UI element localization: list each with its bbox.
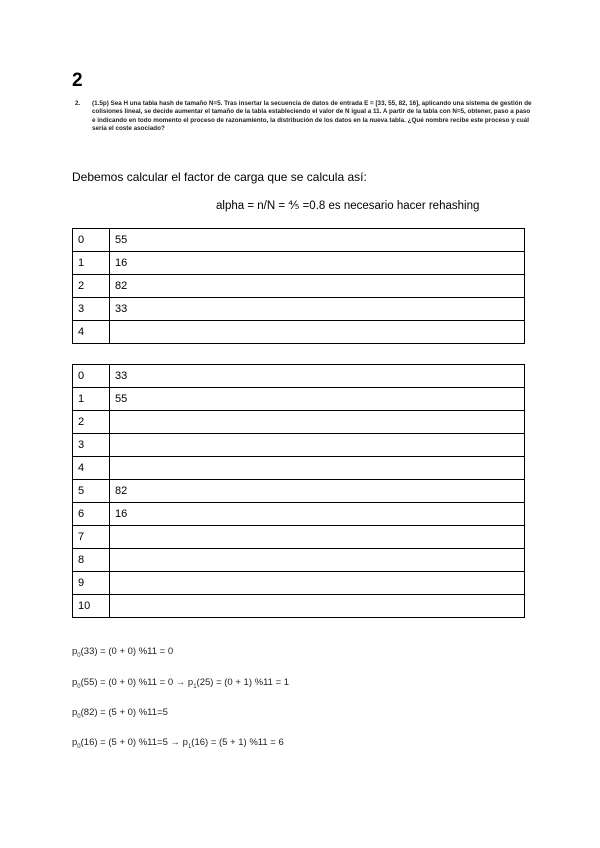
- calc-line: [72, 677, 289, 690]
- slot-value: [110, 434, 525, 457]
- table-row: [73, 321, 525, 344]
- table-row: [73, 411, 525, 434]
- table-row: [73, 388, 525, 411]
- slot-value: 55: [110, 388, 525, 411]
- intro-text: Debemos calcular el factor de carga que se calcula así:: [72, 170, 367, 184]
- slot-index: 8: [73, 549, 110, 572]
- table-row: [73, 549, 525, 572]
- slot-value: [110, 411, 525, 434]
- slot-value: 55: [110, 229, 525, 252]
- slot-index: 2: [73, 411, 110, 434]
- calc-line: [72, 737, 284, 750]
- table-row: [73, 252, 525, 275]
- section-heading: 2: [72, 70, 83, 91]
- calc-text: (25) = (0 + 1) %11 = 1: [196, 677, 290, 688]
- calc-subscript: 0: [77, 652, 81, 659]
- slot-index: 0: [73, 229, 110, 252]
- slot-index: 1: [73, 252, 110, 275]
- slot-value: 16: [110, 252, 525, 275]
- table-row: [73, 457, 525, 480]
- slot-value: 82: [110, 480, 525, 503]
- calc-subscript: 0: [77, 713, 81, 720]
- table-row: [73, 275, 525, 298]
- question-text: (1.5p) Sea H una tabla hash de tamaño N=5. Tras insertar la secuencia de datos de entrada E = [33, 55, 82, 16], aplicando una sistema de gestión de colisiones lineal, se decide aumentar el tamaño de la tabla estableciendo el valor de N igual a 11. A partir de la tabla con N=5, obtener, paso a paso e indicando en todo momento el proceso de razonamiento, la distribución de los datos en la nueva tabla. ¿Qué nombre recibe este proceso y cuál sería el coste asociado?: [92, 100, 532, 133]
- slot-value: 33: [110, 365, 525, 388]
- table-row: [73, 595, 525, 618]
- slot-index: 5: [73, 480, 110, 503]
- table-row: [73, 526, 525, 549]
- slot-value: [110, 595, 525, 618]
- slot-value: 82: [110, 275, 525, 298]
- table-row: [73, 503, 525, 526]
- slot-value: [110, 457, 525, 480]
- calc-text: p: [72, 677, 78, 688]
- hash-table-n11: [72, 364, 525, 618]
- slot-value: 33: [110, 298, 525, 321]
- calc-text: p: [72, 707, 78, 718]
- slot-value: [110, 526, 525, 549]
- slot-index: 4: [73, 457, 110, 480]
- calc-text: p: [72, 737, 78, 748]
- hash-table-n5: [72, 228, 525, 344]
- calc-subscript: 1: [187, 743, 192, 750]
- slot-value: [110, 572, 525, 595]
- slot-index: 9: [73, 572, 110, 595]
- slot-index: 3: [73, 298, 110, 321]
- calc-line: [72, 707, 168, 720]
- slot-index: 0: [73, 365, 110, 388]
- table-row: [73, 572, 525, 595]
- calc-subscript: 0: [77, 683, 81, 690]
- table-row: [73, 365, 525, 388]
- question-number: 2.: [75, 100, 81, 107]
- slot-index: 6: [73, 503, 110, 526]
- table-row: [73, 434, 525, 457]
- calc-subscript: 0: [77, 743, 81, 750]
- calc-text: (16) = (5 + 0) %11=5 → p: [80, 737, 188, 748]
- slot-index: 7: [73, 526, 110, 549]
- calc-text: (82) = (5 + 0) %11=5: [80, 707, 168, 718]
- question-block: [75, 100, 532, 134]
- slot-value: [110, 549, 525, 572]
- table-row: [73, 298, 525, 321]
- calc-text: (33) = (0 + 0) %11 = 0: [80, 646, 174, 657]
- slot-index: 3: [73, 434, 110, 457]
- load-factor-formula: alpha = n/N = ⅘ =0.8 es necesario hacer rehashing: [216, 200, 480, 212]
- calc-line: [72, 646, 173, 659]
- table-row: [73, 480, 525, 503]
- slot-index: 2: [73, 275, 110, 298]
- calc-text: (55) = (0 + 0) %11 = 0 → p: [80, 677, 194, 688]
- table-row: [73, 229, 525, 252]
- slot-value: [110, 321, 525, 344]
- slot-value: 16: [110, 503, 525, 526]
- slot-index: 1: [73, 388, 110, 411]
- slot-index: 10: [73, 595, 110, 618]
- calc-text: (16) = (5 + 1) %11 = 6: [191, 737, 284, 748]
- calc-text: p: [72, 646, 78, 657]
- slot-index: 4: [73, 321, 110, 344]
- calc-subscript: 1: [193, 683, 197, 690]
